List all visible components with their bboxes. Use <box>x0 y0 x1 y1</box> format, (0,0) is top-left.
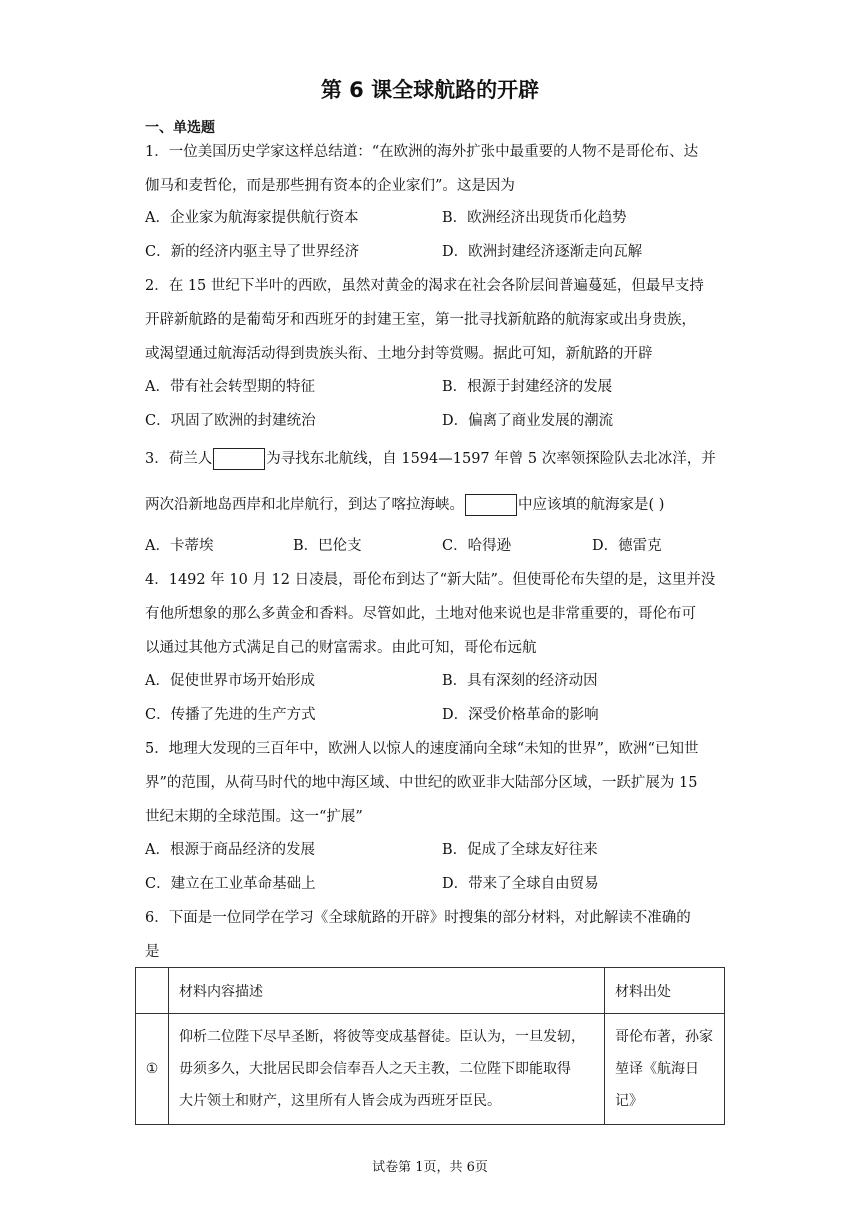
option-d[interactable]: D．带来了全球自由贸易 <box>442 876 599 892</box>
question-1-stem <box>145 135 720 203</box>
source-line: 堃译《航海日 <box>615 1061 699 1077</box>
question-2-line: 2．在 15 世纪下半叶的西欧，虽然对黄金的渴求在社会各阶层间普遍蔓延，但最早支持 <box>145 278 704 294</box>
option-c[interactable]: C．巩固了欧洲的封建统治 <box>145 413 316 429</box>
fill-blank-box[interactable] <box>465 494 517 516</box>
content-line: 仰析二位陛下尽早圣断，将彼等变成基督徒。臣认为，一旦发轫， <box>179 1029 585 1045</box>
table-header-content: 材料内容描述 <box>169 968 605 1014</box>
question-3-text: 为寻找东北航线，自 1594—1597 年曾 5 次率领探险队去北冰洋，并 <box>266 451 716 467</box>
option-c[interactable]: C．传播了先进的生产方式 <box>145 707 316 723</box>
question-4-line: 有他所想象的那么多黄金和香料。尽管如此，土地对他来说也是非常重要的，哥伦布可 <box>145 606 696 622</box>
section-heading: 一、单选题 <box>145 120 215 136</box>
question-5-line: 世纪末期的全球范围。这一“扩展” <box>145 809 363 825</box>
table-row-content <box>169 1014 605 1125</box>
question-2-line: 开辟新航路的是葡萄牙和西班牙的封建王室，第一批寻找新航路的航海家或出身贵族， <box>145 312 696 328</box>
question-3-stem-line-2 <box>145 488 720 522</box>
question-5-line: 5．地理大发现的三百年中，欧洲人以惊人的速度涌向全球“未知的世界”，欧洲“已知世 <box>145 741 699 757</box>
fill-blank-box[interactable] <box>213 448 265 470</box>
option-c[interactable]: C．新的经济内驱主导了世界经济 <box>145 244 360 260</box>
option-b[interactable]: B．巴伦支 <box>293 538 362 554</box>
source-line: 哥伦布著，孙家 <box>615 1029 713 1045</box>
question-4-options-row-2 <box>145 703 720 727</box>
option-b[interactable]: B．欧洲经济出现货币化趋势 <box>442 210 627 226</box>
table-header-row <box>136 968 725 1014</box>
option-a[interactable]: A．卡蒂埃 <box>145 538 214 554</box>
question-3-text: 两次沿新地岛西岸和北岸航行，到达了喀拉海峡。 <box>145 497 464 513</box>
question-2-options-row-2 <box>145 409 720 433</box>
question-4-line: 4．1492 年 10 月 12 日凌晨，哥伦布到达了“新大陆”。但使哥伦布失望的是，这里并没 <box>145 572 716 588</box>
question-5-line: 界”的范围，从荷马时代的地中海区域、中世纪的欧亚非大陆部分区域，一跃扩展为 15 <box>145 775 698 791</box>
question-1-options-row-1 <box>145 206 720 230</box>
question-3-text: 3．荷兰人 <box>145 451 213 467</box>
question-5-stem <box>145 732 720 834</box>
page-title: 第 6 课全球航路的开辟 <box>320 78 540 102</box>
question-4-stem <box>145 563 720 665</box>
option-a[interactable]: A．带有社会转型期的特征 <box>145 379 315 395</box>
material-table <box>135 967 725 1125</box>
option-a[interactable]: A．根源于商品经济的发展 <box>145 842 315 858</box>
option-d[interactable]: D．欧洲封建经济逐渐走向瓦解 <box>442 244 643 260</box>
option-d[interactable]: D．深受价格革命的影响 <box>442 707 599 723</box>
table-header-source: 材料出处 <box>605 968 725 1014</box>
question-5-options-row-2 <box>145 872 720 896</box>
table-row-num: ① <box>136 1014 169 1125</box>
option-a[interactable]: A．企业家为航海家提供航行资本 <box>145 210 359 226</box>
question-6-line: 是 <box>145 944 160 960</box>
source-line: 记》 <box>615 1093 643 1109</box>
question-1-line: 1．一位美国历史学家这样总结道：“在欧洲的海外扩张中最重要的人物不是哥伦布、达 <box>145 144 699 160</box>
option-b[interactable]: B．具有深刻的经济动因 <box>442 673 598 689</box>
option-d[interactable]: D．偏离了商业发展的潮流 <box>442 413 614 429</box>
question-6-stem <box>145 901 720 969</box>
option-b[interactable]: B．促成了全球友好往来 <box>442 842 598 858</box>
question-1-options-row-2 <box>145 240 720 264</box>
question-3-stem-line-1 <box>145 442 720 476</box>
page-footer: 试卷第 1页，共 6页 <box>372 1160 488 1175</box>
question-3-text: 中应该填的航海家是( ) <box>518 497 665 513</box>
question-4-line: 以通过其他方式满足自己的财富需求。由此可知，哥伦布远航 <box>145 640 537 656</box>
question-2-line: 或渴望通过航海活动得到贵族头衔、土地分封等赏赐。据此可知，新航路的开辟 <box>145 346 653 362</box>
table-header-num <box>136 968 169 1014</box>
question-2-options-row-1 <box>145 375 720 399</box>
content-line: 毋须多久，大批居民即会信奉吾人之天主教，二位陛下即能取得 <box>179 1061 571 1077</box>
table-row <box>136 1014 725 1125</box>
table-row-source <box>605 1014 725 1125</box>
question-3-options-row <box>145 534 720 558</box>
question-2-stem <box>145 269 720 371</box>
option-d[interactable]: D．德雷克 <box>592 538 662 554</box>
content-line: 大片领土和财产，这里所有人皆会成为西班牙臣民。 <box>179 1093 501 1109</box>
question-6-line: 6．下面是一位同学在学习《全球航路的开辟》时搜集的部分材料，对此解读不准确的 <box>145 910 691 926</box>
question-5-options-row-1 <box>145 838 720 862</box>
option-c[interactable]: C．哈得逊 <box>442 538 512 554</box>
question-4-options-row-1 <box>145 669 720 693</box>
option-c[interactable]: C．建立在工业革命基础上 <box>145 876 316 892</box>
question-1-line: 伽马和麦哲伦，而是那些拥有资本的企业家们”。这是因为 <box>145 178 515 194</box>
option-b[interactable]: B．根源于封建经济的发展 <box>442 379 613 395</box>
option-a[interactable]: A．促使世界市场开始形成 <box>145 673 315 689</box>
